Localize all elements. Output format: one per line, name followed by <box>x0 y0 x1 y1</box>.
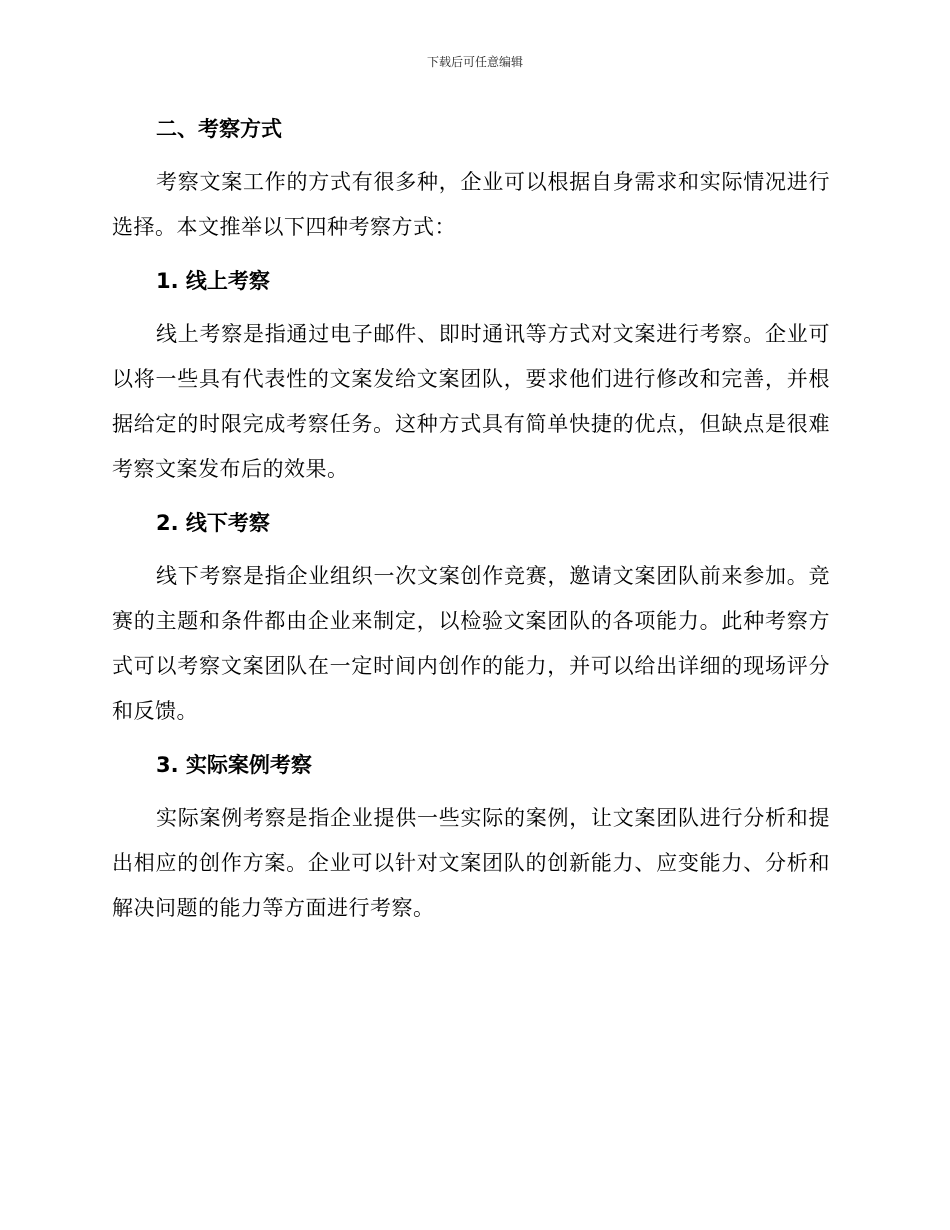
method-2-paragraph: 线下考察是指企业组织一次文案创作竞赛，邀请文案团队前来参加。竞赛的主题和条件都由企业来制定，以检验文案团队的各项能力。此种考察方式可以考察文案团队在一定时间内创作的能力，并可以给出详细的现场评分和反馈。 <box>112 564 830 723</box>
section-intro-paragraph: 考察文案工作的方式有很多种，企业可以根据自身需求和实际情况进行选择。本文推举以下四种考察方式： <box>112 170 830 239</box>
page-header: 下载后可任意编辑 <box>426 55 523 69</box>
method-3-title: 3. 实际案例考察 <box>156 753 312 777</box>
method-3-paragraph: 实际案例考察是指企业提供一些实际的案例，让文案团队进行分析和提出相应的创作方案。企业可以针对文案团队的创新能力、应变能力、分析和解决问题的能力等方面进行考察。 <box>112 806 830 920</box>
method-1-paragraph: 线上考察是指通过电子邮件、即时通讯等方式对文案进行考察。企业可以将一些具有代表性的文案发给文案团队，要求他们进行修改和完善，并根据给定的时限完成考察任务。这种方式具有简单快捷的优点，但缺点是很难考察文案发布后的效果。 <box>112 322 830 481</box>
document-body <box>112 110 830 931</box>
method-1-title: 1. 线上考察 <box>156 269 270 293</box>
section-title: 二、考察方式 <box>156 117 282 141</box>
method-2-title: 2. 线下考察 <box>156 511 270 535</box>
